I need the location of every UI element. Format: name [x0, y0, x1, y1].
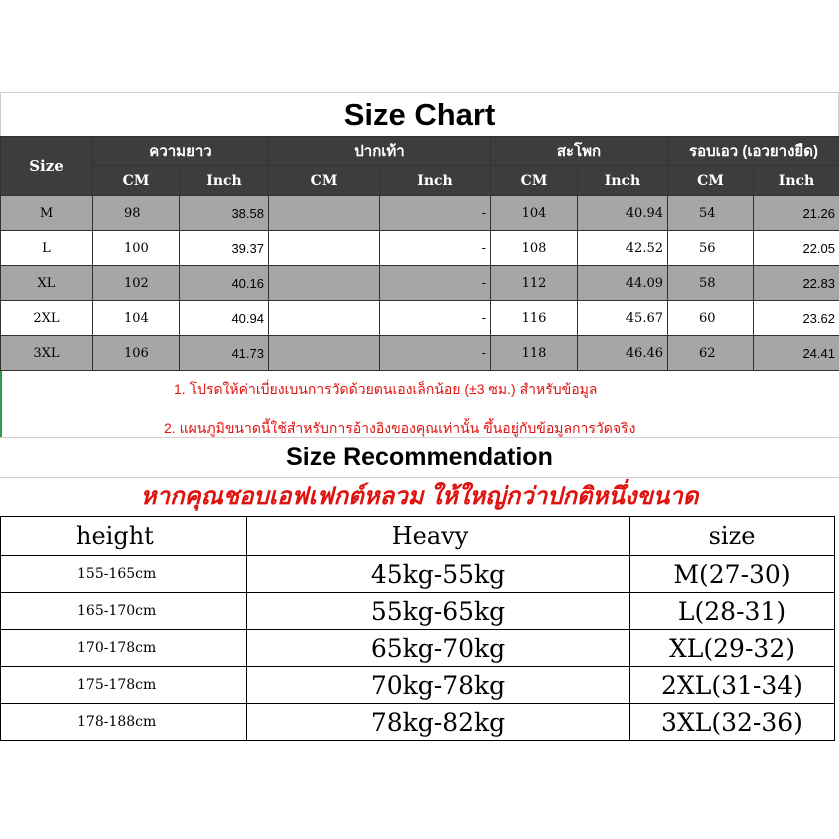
hem-cm-cell: [269, 231, 380, 266]
length-inch-cell: 40.94: [180, 301, 269, 336]
hip-inch-cell: 42.52: [578, 231, 668, 266]
table-row: [1, 593, 835, 630]
height-cell: 178-188cm: [1, 704, 247, 741]
unit-header: CM: [491, 166, 578, 196]
height-cell: 170-178cm: [1, 630, 247, 667]
hip-cm-cell: 108: [491, 231, 578, 266]
height-header: height: [1, 517, 247, 556]
hip-cm-cell: 112: [491, 266, 578, 301]
size-cell: XL(29-32): [630, 630, 835, 667]
length-inch-cell: 38.58: [180, 196, 269, 231]
waist-inch-cell: 22.83: [754, 266, 839, 301]
hem-cm-cell: [269, 266, 380, 301]
length-inch-cell: 40.16: [180, 266, 269, 301]
size-rec-header: size: [630, 517, 835, 556]
length-inch-cell: 41.73: [180, 336, 269, 371]
weight-cell: 70kg-78kg: [247, 667, 630, 704]
size-cell: 2XL: [1, 301, 93, 336]
hip-inch-cell: 45.67: [578, 301, 668, 336]
size-cell: M(27-30): [630, 556, 835, 593]
note-1: 1. โปรดให้ค่าเบี่ยงเบนการวัดด้วยตนเองเล็กน้อย (±3 ซม.) สำหรับข้อมูล: [174, 381, 598, 397]
length-cm-cell: 106: [93, 336, 180, 371]
hem-cm-cell: [269, 301, 380, 336]
recommendation-table: [0, 516, 835, 741]
waist-cm-cell: 60: [668, 301, 754, 336]
group-header-length: ความยาว: [93, 137, 269, 166]
size-cell: 3XL: [1, 336, 93, 371]
hip-cm-cell: 104: [491, 196, 578, 231]
hem-inch-cell: -: [380, 266, 491, 301]
table-row: [1, 630, 835, 667]
size-cell: L: [1, 231, 93, 266]
length-cm-cell: 100: [93, 231, 180, 266]
hip-cm-cell: 118: [491, 336, 578, 371]
unit-header: Inch: [180, 166, 269, 196]
length-cm-cell: 104: [93, 301, 180, 336]
recommendation-header-row: [1, 517, 835, 556]
recommendation-title: Size Recommendation: [0, 437, 839, 478]
table-row: [1, 231, 839, 266]
length-cm-cell: 102: [93, 266, 180, 301]
size-chart-title: Size Chart: [0, 92, 839, 136]
waist-cm-cell: 58: [668, 266, 754, 301]
waist-cm-cell: 62: [668, 336, 754, 371]
unit-header: Inch: [754, 166, 839, 196]
size-cell: M: [1, 196, 93, 231]
hem-inch-cell: -: [380, 301, 491, 336]
hip-inch-cell: 40.94: [578, 196, 668, 231]
hem-cm-cell: [269, 336, 380, 371]
length-cm-cell: 98: [93, 196, 180, 231]
notes-section: [0, 371, 839, 437]
height-cell: 175-178cm: [1, 667, 247, 704]
hip-inch-cell: 46.46: [578, 336, 668, 371]
table-row: [1, 266, 839, 301]
unit-header: Inch: [578, 166, 668, 196]
table-row: [1, 196, 839, 231]
weight-cell: 78kg-82kg: [247, 704, 630, 741]
waist-cm-cell: 54: [668, 196, 754, 231]
size-chart: [0, 92, 839, 741]
unit-header: CM: [668, 166, 754, 196]
hem-cm-cell: [269, 196, 380, 231]
size-header: Size: [1, 137, 93, 196]
table-row: [1, 704, 835, 741]
size-cell: L(28-31): [630, 593, 835, 630]
size-cell: 3XL(32-36): [630, 704, 835, 741]
unit-header: CM: [93, 166, 180, 196]
group-header-hip: สะโพก: [491, 137, 668, 166]
weight-cell: 45kg-55kg: [247, 556, 630, 593]
recommendation-subtitle: หากคุณชอบเอฟเฟกต์หลวม ให้ใหญ่กว่าปกติหนึ่งขนาด: [140, 483, 699, 510]
length-inch-cell: 39.37: [180, 231, 269, 266]
hip-inch-cell: 44.09: [578, 266, 668, 301]
weight-cell: 65kg-70kg: [247, 630, 630, 667]
note-2: 2. แผนภูมิขนาดนี้ใช้สำหรับการอ้างอิงของคุณเท่านั้น ขึ้นอยู่กับข้อมูลการวัดจริง: [164, 420, 636, 436]
size-chart-table: [0, 136, 839, 371]
waist-inch-cell: 23.62: [754, 301, 839, 336]
hem-inch-cell: -: [380, 336, 491, 371]
weight-cell: 55kg-65kg: [247, 593, 630, 630]
hem-inch-cell: -: [380, 231, 491, 266]
unit-header: Inch: [380, 166, 491, 196]
table-row: [1, 667, 835, 704]
size-cell: 2XL(31-34): [630, 667, 835, 704]
hem-inch-cell: -: [380, 196, 491, 231]
table-row: [1, 301, 839, 336]
height-cell: 155-165cm: [1, 556, 247, 593]
waist-inch-cell: 24.41: [754, 336, 839, 371]
height-cell: 165-170cm: [1, 593, 247, 630]
table-row: [1, 336, 839, 371]
table-row: [1, 556, 835, 593]
waist-inch-cell: 22.05: [754, 231, 839, 266]
unit-header: CM: [269, 166, 380, 196]
waist-cm-cell: 56: [668, 231, 754, 266]
hip-cm-cell: 116: [491, 301, 578, 336]
waist-inch-cell: 21.26: [754, 196, 839, 231]
group-header-hem: ปากเท้า: [269, 137, 491, 166]
size-cell: XL: [1, 266, 93, 301]
group-header-waist: รอบเอว (เอวยางยืด): [668, 137, 839, 166]
heavy-header: Heavy: [247, 517, 630, 556]
